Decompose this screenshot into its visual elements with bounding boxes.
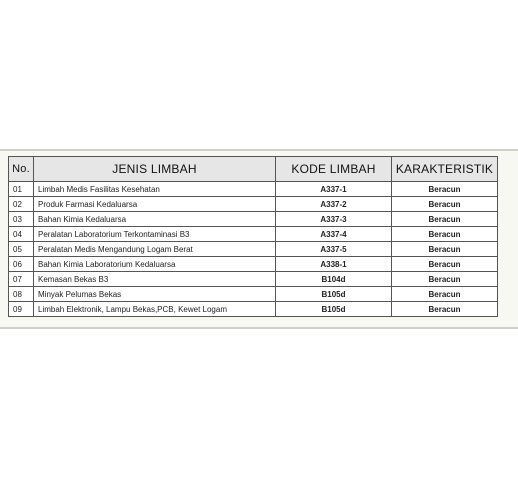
cell-no: 07 xyxy=(9,272,34,287)
cell-karakteristik: Beracun xyxy=(392,197,498,212)
table-row xyxy=(9,287,498,302)
table-row xyxy=(9,272,498,287)
cell-no: 01 xyxy=(9,182,34,197)
table-header-row xyxy=(9,157,498,182)
cell-jenis-limbah: Kemasan Bekas B3 xyxy=(34,272,276,287)
cell-karakteristik: Beracun xyxy=(392,212,498,227)
cell-karakteristik: Beracun xyxy=(392,257,498,272)
table-row xyxy=(9,302,498,317)
header-karakteristik: KARAKTERISTIK xyxy=(392,157,498,182)
table-row xyxy=(9,182,498,197)
table-row xyxy=(9,197,498,212)
cell-no: 04 xyxy=(9,227,34,242)
table-row xyxy=(9,212,498,227)
cell-kode-limbah: A337-5 xyxy=(276,242,392,257)
cell-kode-limbah: B104d xyxy=(276,272,392,287)
table-row xyxy=(9,227,498,242)
header-jenis-limbah: JENIS LIMBAH xyxy=(34,157,276,182)
waste-table xyxy=(8,156,498,317)
cell-kode-limbah: A337-3 xyxy=(276,212,392,227)
cell-no: 09 xyxy=(9,302,34,317)
cell-no: 02 xyxy=(9,197,34,212)
header-no: No. xyxy=(9,157,34,182)
cell-karakteristik: Beracun xyxy=(392,227,498,242)
cell-no: 05 xyxy=(9,242,34,257)
header-kode-limbah: KODE LIMBAH xyxy=(276,157,392,182)
cell-jenis-limbah: Peralatan Laboratorium Terkontaminasi B3 xyxy=(34,227,276,242)
cell-jenis-limbah: Peralatan Medis Mengandung Logam Berat xyxy=(34,242,276,257)
cell-jenis-limbah: Minyak Pelumas Bekas xyxy=(34,287,276,302)
cell-no: 08 xyxy=(9,287,34,302)
table-body xyxy=(9,182,498,317)
cell-karakteristik: Beracun xyxy=(392,302,498,317)
cell-kode-limbah: B105d xyxy=(276,302,392,317)
cell-jenis-limbah: Bahan Kimia Laboratorium Kedaluarsa xyxy=(34,257,276,272)
cell-karakteristik: Beracun xyxy=(392,272,498,287)
cell-kode-limbah: A337-2 xyxy=(276,197,392,212)
cell-jenis-limbah: Limbah Medis Fasilitas Kesehatan xyxy=(34,182,276,197)
cell-kode-limbah: A338-1 xyxy=(276,257,392,272)
cell-no: 06 xyxy=(9,257,34,272)
cell-jenis-limbah: Produk Farmasi Kedaluarsa xyxy=(34,197,276,212)
cell-karakteristik: Beracun xyxy=(392,242,498,257)
cell-jenis-limbah: Limbah Elektronik, Lampu Bekas,PCB, Kewet Logam xyxy=(34,302,276,317)
cell-karakteristik: Beracun xyxy=(392,182,498,197)
table-row xyxy=(9,257,498,272)
cell-karakteristik: Beracun xyxy=(392,287,498,302)
cell-kode-limbah: A337-4 xyxy=(276,227,392,242)
cell-kode-limbah: B105d xyxy=(276,287,392,302)
cell-kode-limbah: A337-1 xyxy=(276,182,392,197)
table-row xyxy=(9,242,498,257)
cell-no: 03 xyxy=(9,212,34,227)
cell-jenis-limbah: Bahan Kimia Kedaluarsa xyxy=(34,212,276,227)
